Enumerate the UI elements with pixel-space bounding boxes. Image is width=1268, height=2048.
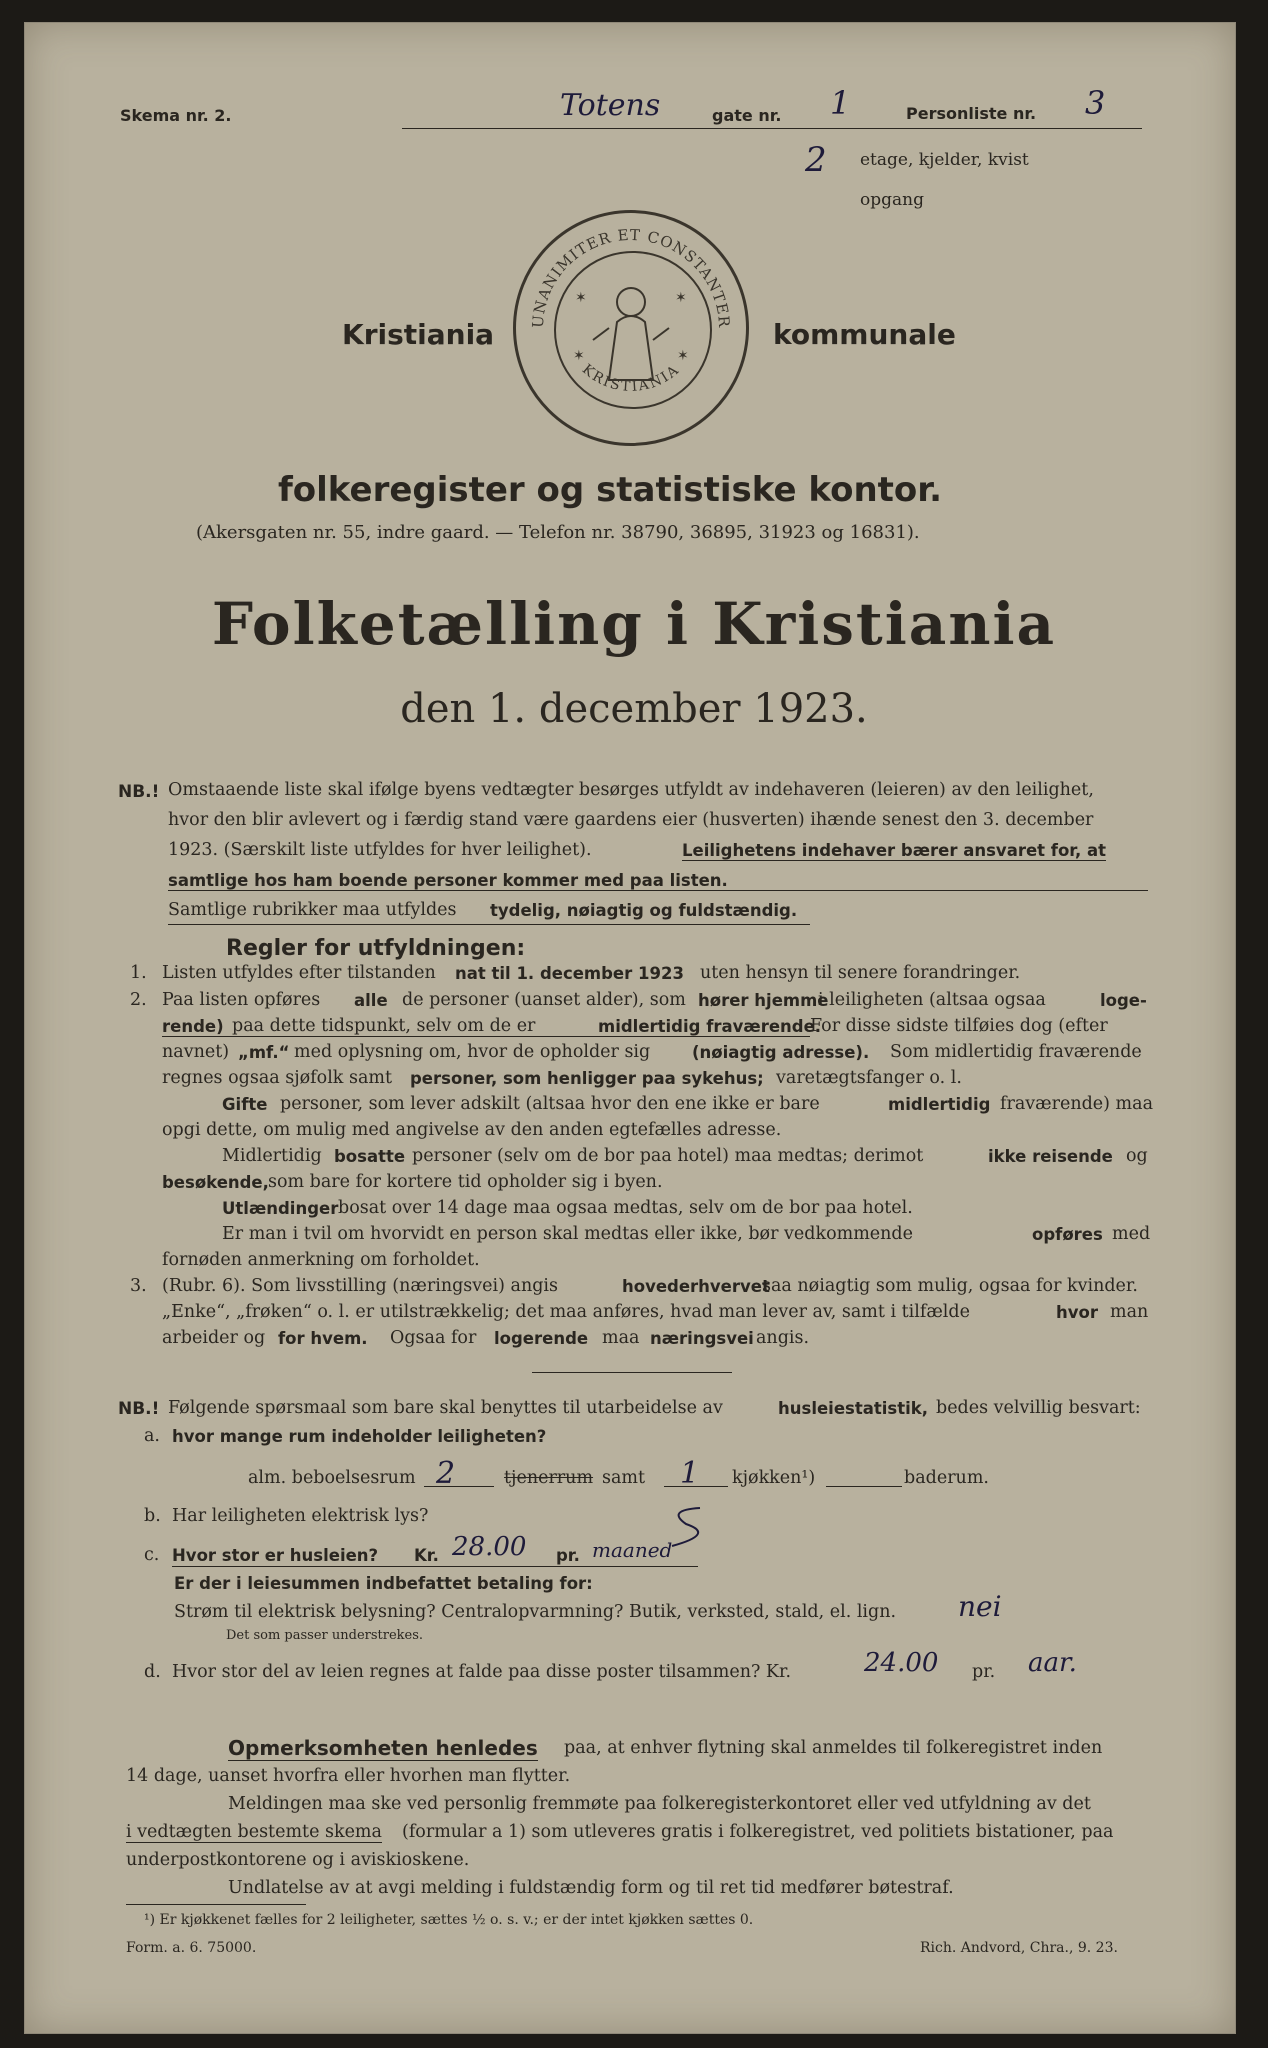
nb2-label: NB.! (118, 1399, 160, 1419)
bosatte-d: ikke reisende (988, 1147, 1113, 1166)
rule2-l1b: alle (354, 991, 388, 1010)
rule3-l1c: saa nøiagtig som mulig, ogsaa for kvinder. (762, 1276, 1138, 1296)
nb1-line3b: Leilighetens indehaver bærer ansvaret for, at (682, 841, 1107, 860)
rule2-l1a: Paa listen opføres (162, 990, 321, 1010)
office-right-word: kommunale (773, 318, 956, 351)
notice-line6: Undlatelse av at avgi melding i fuldstændig form og til ret tid medfører bøtestraf. (228, 1878, 954, 1898)
rule2-l1c: de personer (uanset alder), som (402, 990, 686, 1010)
nb1-line5a: Samtlige rubrikker maa utfyldes (168, 900, 457, 920)
notice-line4a: i vedtægten bestemte skema (126, 1822, 382, 1842)
rule3-l2a: „Enke“, „frøken“ o. l. er utilstrækkelig; det maa anføres, hvad man lever av, samt i tilfælde (162, 1302, 970, 1322)
notice-heading: Opmerksomheten henledes (228, 1736, 538, 1760)
rule3-l2b: hvor (1056, 1303, 1098, 1322)
tvil-c: med (1112, 1224, 1151, 1244)
rule3-l3e: maa (602, 1328, 640, 1348)
gate-nr-handwritten: 1 (830, 84, 851, 122)
question-c-label: c. (144, 1545, 160, 1565)
svg-text:✶: ✶ (575, 290, 587, 306)
kristiania-seal (513, 210, 749, 446)
included-items: Strøm til elektrisk belysning? Centralopvarmning? Butik, verksted, stald, el. lign. (174, 1602, 897, 1622)
included-heading: Er der i leiesummen indbefattet betaling for: (174, 1574, 593, 1593)
rule3-l1a: (Rubr. 6). Som livsstilling (næringsvei) angis (162, 1276, 558, 1296)
question-c-text: Hvor stor er husleien? (172, 1546, 379, 1565)
rule2-l3e: Som midlertidig fraværende (890, 1042, 1142, 1062)
svg-text:UNANIMITER ET CONSTANTER (529, 226, 733, 329)
question-a-text: hvor mange rum indeholder leiligheten? (172, 1427, 547, 1446)
skema-label: Skema nr. 2. (120, 106, 232, 125)
rule3-l3c: Ogsaa for (390, 1328, 477, 1348)
tvil-line2: fornøden anmerkning om forholdet. (162, 1250, 480, 1270)
baderum-label: baderum. (904, 1468, 989, 1488)
rule3-l3b: for hvem. (278, 1329, 368, 1348)
rules-heading: Regler for utfyldningen: (226, 936, 526, 961)
floor-options: etage, kjelder, kvist (860, 150, 1029, 170)
rule2-l3c: med oplysning om, hvor de opholder sig (294, 1042, 651, 1062)
utlaendinger-a: Utlændinger (222, 1199, 339, 1218)
rule2-l2a: rende) (162, 1017, 224, 1036)
rule2-l3d: (nøiagtig adresse). (692, 1043, 870, 1062)
svg-text:KRISTIANIA (579, 361, 683, 395)
gifte-a: Gifte (222, 1095, 268, 1114)
form-number: Form. a. 6. 75000. (126, 1940, 257, 1956)
rule2-l2c: midlertidig fraværende. (598, 1017, 822, 1036)
rule2-number: 2. (130, 990, 147, 1010)
nb2-intro-a: Følgende spørsmaal som bare skal benyttes til utarbeidelse av (168, 1398, 723, 1418)
tvil-a: Er man i tvil om hvorvidt en person skal medtas eller ikke, bør vedkommende (222, 1224, 913, 1244)
rule2-l3b: „mf.“ (238, 1043, 290, 1062)
question-c-underline (172, 1566, 698, 1567)
rule2-l4a: regnes ogsaa sjøfolk samt (162, 1068, 393, 1088)
office-name: folkeregister og statistiske kontor. (278, 470, 943, 510)
nb1-line5-underline (168, 924, 810, 925)
rent-amount-handwritten: 28.00 (452, 1532, 527, 1562)
personliste-label: Personliste nr. (906, 104, 1037, 123)
opgang-label: opgang (860, 190, 924, 210)
question-c-pr: pr. (556, 1546, 580, 1565)
nb2-intro-b: husleiestatistik, (778, 1399, 928, 1418)
included-note: Det som passer understrekes. (226, 1628, 424, 1643)
nb1-line1: Omstaaende liste skal ifølge byens vedtægter besørges utfyldt av indehaveren (leieren) av den leilighet, (168, 780, 1094, 800)
kjokken-label: kjøkken¹) (732, 1468, 816, 1488)
street-name-handwritten: Totens (560, 88, 661, 123)
question-b-text: Har leiligheten elektrisk lys? (172, 1506, 429, 1526)
question-d-pr: pr. (972, 1662, 996, 1682)
personliste-handwritten: 3 (1085, 84, 1106, 122)
rule3-l1b: hovederhvervet (622, 1277, 770, 1296)
bosatte-c: personer (selv om de bor paa hotel) maa medtas; derimot (412, 1146, 924, 1166)
rule3-l3g: angis. (756, 1328, 810, 1348)
notice-line1: paa, at enhver flytning skal anmeldes til folkeregistret inden (564, 1738, 1103, 1758)
nb1-line2: hvor den blir avlevert og i færdig stand være gaardens eier (husverten) ihænde senest den 3. december (168, 810, 1094, 830)
rent-period-handwritten: maaned (592, 1538, 673, 1562)
gifte-line2: opgi dette, om mulig med angivelse av den anden egtefælles adresse. (162, 1120, 782, 1140)
rule2-l3a: navnet) (162, 1042, 230, 1062)
d-period-handwritten: aar. (1028, 1648, 1077, 1678)
bosatte-b: bosatte (334, 1147, 406, 1166)
rule3-l3f: næringsvei (650, 1329, 754, 1348)
rooms-line (424, 1486, 494, 1487)
nb2-intro-c: bedes velvillig besvart: (936, 1398, 1141, 1418)
main-title: Folketælling i Kristiania (211, 590, 1057, 658)
rooms-label: alm. beboelsesrum (248, 1468, 416, 1488)
rule2-l4b: personer, som henligger paa sykehus; (410, 1069, 764, 1088)
rule3-number: 3. (130, 1276, 147, 1296)
question-a-label: a. (144, 1426, 160, 1446)
utlaendinger-b: bosat over 14 dage maa ogsaa medtas, selv om de bor paa hotel. (338, 1198, 913, 1218)
bosatte-l2a: besøkende, (162, 1173, 269, 1192)
seal-outer-text: UNANIMITER ET CONSTANTER (528, 225, 734, 329)
rule2-l2-underline (162, 1036, 810, 1037)
nb1-label: NB.! (118, 782, 160, 802)
seal-bottom-text: KRISTIANIA (578, 361, 684, 396)
notice-line2: 14 dage, uanset hvorfra eller hvorhen man flytter. (126, 1766, 571, 1786)
office-left-word: Kristiania (342, 318, 495, 351)
question-c-kr: Kr. (414, 1546, 439, 1565)
svg-text:✶: ✶ (675, 290, 687, 306)
office-address: (Akersgaten nr. 55, indre gaard. — Telefon nr. 38790, 36895, 31923 og 16831). (196, 522, 920, 543)
svg-text:✶: ✶ (677, 348, 689, 364)
svg-text:✶: ✶ (573, 348, 585, 364)
header-underline (402, 128, 1142, 129)
rule3-l3d: logerende (494, 1329, 589, 1348)
d-amount-handwritten: 24.00 (864, 1648, 939, 1678)
notice-line4b: (formular a 1) som utleveres gratis i folkeregistret, ved politiets bistationer, paa (402, 1822, 1114, 1842)
bosatte-e: og (1126, 1146, 1148, 1166)
question-b-label: b. (144, 1506, 161, 1526)
rule3-l3a: arbeider og (162, 1328, 266, 1348)
included-answer-handwritten: nei (958, 1590, 1002, 1623)
gifte-d: fraværende) maa (1000, 1094, 1154, 1114)
gifte-c: midlertidig (888, 1095, 991, 1114)
gifte-b: personer, som lever adskilt (altsaa hvor den ene ikke er bare (280, 1094, 820, 1114)
question-d-text: Hvor stor del av leien regnes at falde paa disse poster tilsammen? Kr. (172, 1662, 792, 1682)
printer-imprint: Rich. Andvord, Chra., 9. 23. (920, 1940, 1118, 1956)
rule2-l1d: hører hjemme (698, 991, 829, 1010)
footnote-rule (126, 1904, 306, 1905)
footnote: ¹) Er kjøkkenet fælles for 2 leiligheter, sættes ½ o. s. v.; er der intet kjøkken sættes 0. (144, 1912, 754, 1928)
notice-line5: underpostkontorene og i aviskioskene. (126, 1850, 470, 1870)
samt-label: samt (602, 1468, 646, 1488)
notice-line3: Meldingen maa ske ved personlig fremmøte paa folkeregisterkontoret eller ved utfyldning av det (228, 1794, 1091, 1814)
rooms-handwritten: 2 (436, 1456, 456, 1491)
rule1-part2: nat til 1. december 1923 (455, 964, 684, 983)
kitchen-handwritten: 1 (680, 1456, 700, 1491)
bosatte-l2b: som bare for kortere tid opholder sig i byen. (268, 1172, 663, 1192)
floor-handwritten: 2 (805, 140, 827, 180)
rule2-l4c: varetægtsfanger o. l. (776, 1068, 962, 1088)
bosatte-a: Midlertidig (222, 1146, 322, 1166)
tjenerrum-struck: tjenerrum (504, 1468, 594, 1488)
rule2-l1f: loge- (1100, 991, 1147, 1010)
rule1-part1: Listen utfyldes efter tilstanden (162, 963, 436, 983)
question-d-label: d. (144, 1662, 161, 1682)
nb1-line4: samtlige hos ham boende personer kommer med paa listen. (168, 871, 1148, 891)
title-date: den 1. december 1923. (400, 686, 868, 732)
rule3-l2c: man (1110, 1302, 1149, 1322)
section-divider (532, 1372, 732, 1373)
rule2-l2b: paa dette tidspunkt, selv om de er (232, 1016, 536, 1036)
rule2-l2d: For disse sidste tilføies dog (efter (810, 1016, 1108, 1036)
rule2-l1e: i leiligheten (altsaa ogsaa (818, 990, 1046, 1010)
rule1-part3: uten hensyn til senere forandringer. (700, 963, 1021, 983)
gate-nr-label: gate nr. (712, 106, 782, 125)
nb1-line3a: 1923. (Særskilt liste utfyldes for hver leilighet). (168, 840, 592, 860)
nb1-line5b: tydelig, nøiagtig og fuldstændig. (490, 901, 798, 920)
tvil-b: opføres (1032, 1225, 1103, 1244)
bath-line (826, 1486, 902, 1487)
rule1-number: 1. (130, 963, 147, 983)
